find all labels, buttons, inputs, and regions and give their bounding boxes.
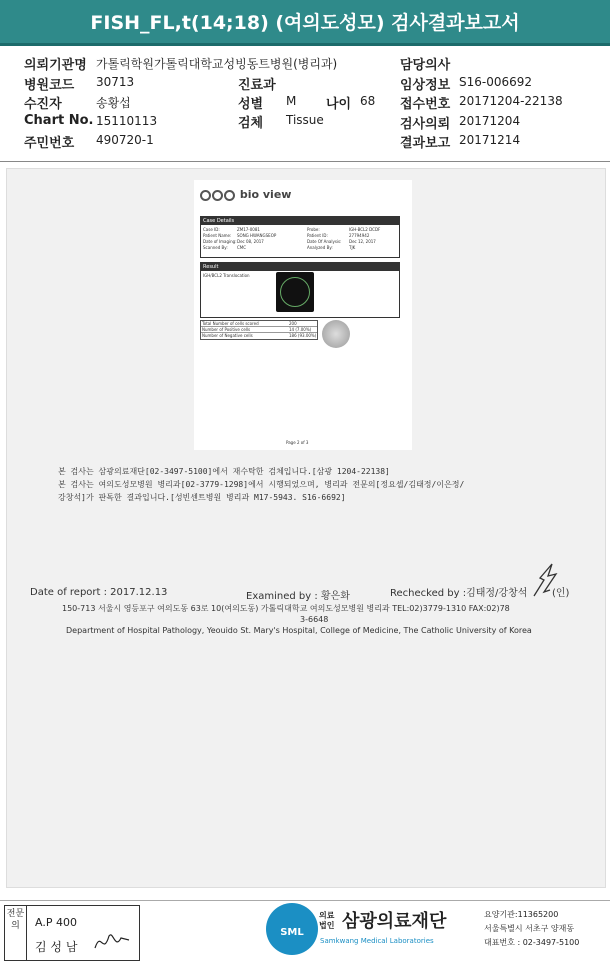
seal-mark: (인) — [552, 588, 570, 599]
sex-label: 성별 — [238, 97, 264, 112]
count-row-label: Number of Positive cells — [202, 327, 251, 332]
fish-cell-image — [276, 272, 314, 312]
sml-logo: SML — [266, 903, 318, 955]
doctor-signature — [93, 926, 133, 956]
report-date: Date of report : 2017.12.13 — [30, 587, 168, 598]
analyzed-by: TJK — [349, 245, 356, 250]
age-value: 68 — [360, 94, 376, 108]
count-row-label: Number of Negative cells — [202, 333, 253, 338]
reception-label: 접수번호 — [400, 97, 451, 112]
clinical-info-label: 임상정보 — [400, 78, 451, 93]
report-date-value: 20171214 — [459, 133, 521, 147]
request-value: 20171204 — [459, 114, 521, 128]
count-row-value: 186 (93.00%) — [289, 333, 317, 338]
result-pie-chart — [322, 320, 350, 348]
case-details-header: Case Details — [201, 217, 399, 225]
org-name: 삼광의료재단 — [342, 911, 447, 932]
imaging-date: Dec 08, 2017 — [237, 239, 264, 244]
note-line: 본 검사는 여의도성모병원 병리과[02-3779-1298]에서 시행되었으며, 병리과 전문의[정요셉/김태정/이은정/ — [58, 480, 465, 489]
examined-by: Examined by : 황은화 — [246, 591, 350, 602]
lab-address: 150-713 서울시 영등포구 여의도동 63로 10(여의도동) 가톨릭대학교 여의도성모병원 병리과 TEL:02)3779-1310 FAX:02)78 — [62, 604, 510, 613]
count-row-label: Total Number of cells scored — [202, 321, 259, 326]
institution-label: 의뢰기관명 — [24, 58, 87, 73]
specialist-vertical: 전문의 — [5, 906, 27, 960]
org-phone: 대표번호 : 02-3497-5100 — [484, 938, 580, 947]
specimen-label: 검체 — [238, 116, 264, 131]
note-line: 본 검사는 삼광의료재단[02-3497-5100]에서 재수탁한 검체입니다.[삼광 1204-22138] — [58, 467, 390, 476]
case-details-box: Case Details Case ID: ZM17-0081 Patient Name: SONG HWANGSEOP Date of Imaging: Dec 08, 2017 Scanned By: CMC Probe: IGH-BCL2 DCDF Patient ID: 27794942 Date Of Analysis: Dec 12, 2017 Analyzed By: TJK — [200, 216, 400, 258]
department-label: 진료과 — [238, 78, 276, 93]
page-number: Page 2 of 3 — [286, 440, 309, 445]
doctor-name: 김 성 남 — [35, 940, 78, 954]
hospital-code-label: 병원코드 — [24, 78, 75, 93]
patient-name-en: SONG HWANGSEOP — [237, 233, 277, 238]
report-date-label: 결과보고 — [400, 136, 451, 151]
probe: IGH-BCL2 DCDF — [349, 227, 381, 232]
specialist-stamp — [4, 905, 140, 961]
org-type: 의료법인 — [319, 911, 335, 930]
chart-no-label: Chart No. — [24, 113, 94, 128]
count-row-value: 14 (7.00%) — [289, 327, 312, 332]
cell-count-table — [200, 320, 318, 340]
hospital-code-value: 30713 — [96, 75, 135, 89]
doctor-id: A.P 400 — [35, 916, 77, 929]
specimen-value: Tissue — [286, 113, 324, 127]
analysis-date: Dec 12, 2017 — [349, 239, 376, 244]
report-title: FISH_FL,t(14;18) (여의도성모) 검사결과보고서 — [90, 12, 520, 34]
license-no: 요양기관:11365200 — [484, 910, 559, 919]
note-line: 강창석]가 판독한 결과입니다.[성빈센트병원 병리과 M17-5943. S16-6692] — [58, 493, 346, 502]
sex-value: M — [286, 94, 297, 108]
reception-value: 20171204-22138 — [459, 94, 563, 108]
chart-no-value: 15110113 — [96, 114, 158, 128]
patient-info — [0, 50, 610, 162]
id-number-value: 490720-1 — [96, 133, 154, 147]
institution-value: 가톨릭학원가톨릭대학교성빙동트병원(병리과) — [96, 57, 338, 71]
report-title-bar — [0, 0, 610, 46]
signature-image — [530, 556, 564, 600]
count-row-value: 200 — [289, 321, 297, 326]
org-address: 서울특별시 서초구 양재동 — [484, 924, 575, 933]
lab-fax: 3-6648 — [300, 615, 329, 624]
org-name-en: Samkwang Medical Laboratories — [320, 937, 434, 945]
result-title: IGH/BCL2 Translocation — [203, 273, 250, 278]
case-id: ZM17-0081 — [237, 227, 260, 232]
patient-name-label: 수진자 — [24, 97, 62, 112]
patient-name-value: 송황섭 — [96, 96, 131, 110]
id-number-label: 주민번호 — [24, 136, 75, 151]
bioview-logo: bio view — [200, 188, 291, 201]
result-header: Result — [201, 263, 399, 271]
rechecked-by: Rechecked by :김태정/강창석 — [390, 588, 528, 599]
request-label: 검사의뢰 — [400, 117, 451, 132]
patient-id: 27794942 — [349, 233, 370, 238]
bioview-report-page — [194, 180, 412, 450]
scanned-by: CMC — [237, 245, 247, 250]
doctor-label: 담당의사 — [400, 58, 451, 73]
department-line: Department of Hospital Pathology, Yeouido St. Mary's Hospital, College of Medicine, The Catholic University of Korea — [66, 626, 532, 635]
footer — [0, 900, 610, 970]
clinical-info-value: S16-006692 — [459, 75, 533, 89]
age-label: 나이 — [326, 97, 352, 112]
